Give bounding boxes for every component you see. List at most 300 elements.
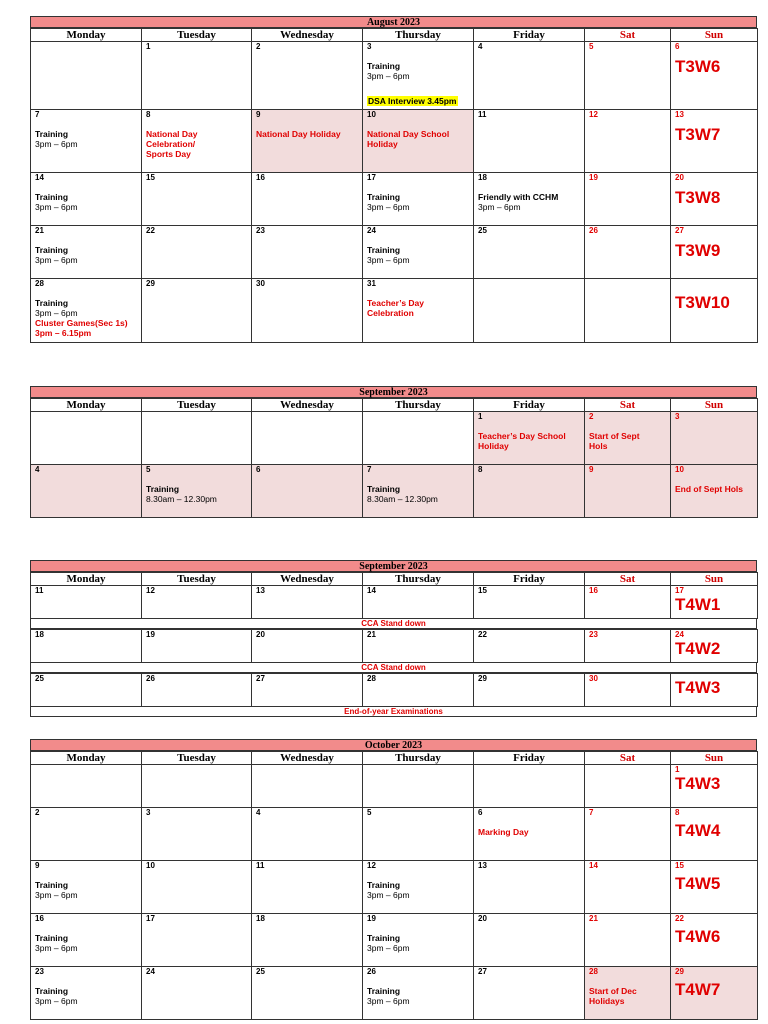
day-number: 2 [256, 42, 261, 51]
day-number: 28 [589, 967, 598, 976]
day-cell [474, 586, 585, 619]
day-cell [142, 967, 252, 1020]
day-number: 11 [256, 861, 265, 870]
day-number: 6 [675, 42, 680, 51]
day-cell [474, 861, 585, 914]
day-cell [252, 279, 363, 343]
weekday-label: Tuesday [142, 29, 252, 42]
day-cell [363, 586, 474, 619]
day-cell [142, 808, 252, 861]
event-time: 8.30am – 12.30pm [367, 494, 438, 504]
event-title: Training [367, 192, 401, 202]
day-number: 8 [478, 465, 483, 474]
day-cell [31, 412, 142, 465]
day-cell [474, 110, 585, 173]
event-title: Training [35, 880, 69, 890]
day-number: 6 [256, 465, 261, 474]
week-row [31, 808, 758, 861]
day-number: 21 [589, 914, 598, 923]
weekday-header [31, 573, 758, 586]
day-cell [363, 674, 474, 707]
day-cell [31, 967, 142, 1020]
day-cell [363, 226, 474, 279]
calendar-august-2023 [30, 16, 757, 343]
weekday-label: Friday [474, 752, 585, 765]
day-cell [31, 674, 142, 707]
term-week-label: T3W8 [675, 188, 721, 207]
week-row [31, 674, 758, 707]
weekday-label: Tuesday [142, 752, 252, 765]
event-title: Celebration [367, 308, 414, 318]
day-cell [474, 630, 585, 663]
day-cell [474, 173, 585, 226]
event-title: End of Sept Hols [675, 484, 743, 494]
day-cell [585, 42, 671, 110]
weekday-label: Friday [474, 399, 585, 412]
day-number: 14 [35, 173, 44, 182]
day-cell [474, 808, 585, 861]
day-number: 29 [478, 674, 487, 683]
event-time: 3pm – 6pm [35, 308, 78, 318]
day-number: 7 [367, 465, 372, 474]
day-cell [671, 861, 758, 914]
day-cell [142, 110, 252, 173]
term-week-label: T4W6 [675, 927, 721, 946]
day-number: 10 [146, 861, 155, 870]
day-number: 28 [367, 674, 376, 683]
day-cell [363, 914, 474, 967]
day-cell [363, 173, 474, 226]
weekday-label: Wednesday [252, 573, 363, 586]
day-number: 15 [478, 586, 487, 595]
day-number: 12 [589, 110, 598, 119]
month-grid [30, 28, 758, 343]
week-row [31, 412, 758, 465]
term-week-label: T3W9 [675, 241, 721, 260]
week-row [31, 226, 758, 279]
day-cell [671, 765, 758, 808]
event-title: Training [367, 484, 401, 494]
weekday-label: Sun [671, 399, 758, 412]
term-week-label: T3W6 [675, 57, 721, 76]
day-number: 26 [146, 674, 155, 683]
event-time: 3pm – 6pm [367, 943, 410, 953]
event-title: Training [146, 484, 180, 494]
day-cell [31, 226, 142, 279]
day-cell [252, 42, 363, 110]
event-title: Training [367, 245, 401, 255]
term-week-label: T4W3 [675, 774, 721, 793]
day-cell [474, 765, 585, 808]
month-title: August 2023 [30, 16, 757, 28]
day-cell [671, 465, 758, 518]
day-number: 25 [478, 226, 487, 235]
day-number: 5 [367, 808, 372, 817]
calendar-september-2023-term4 [30, 560, 757, 717]
day-cell [142, 586, 252, 619]
day-number: 27 [256, 674, 265, 683]
day-cell [142, 279, 252, 343]
month-grid [30, 751, 758, 1020]
week-banner: CCA Stand down [30, 663, 757, 673]
day-cell [252, 674, 363, 707]
event-title: Training [35, 192, 69, 202]
day-number: 28 [35, 279, 44, 288]
day-cell [671, 279, 758, 343]
day-cell [671, 630, 758, 663]
week-row [31, 110, 758, 173]
week-row [31, 279, 758, 343]
day-number: 30 [256, 279, 265, 288]
day-cell [474, 42, 585, 110]
day-cell [671, 914, 758, 967]
day-number: 8 [146, 110, 151, 119]
day-cell [585, 765, 671, 808]
day-number: 19 [589, 173, 598, 182]
day-number: 24 [675, 630, 684, 639]
day-cell [585, 914, 671, 967]
term-week-label: T4W2 [675, 639, 721, 658]
event-title: Teacher’s Day School [478, 431, 566, 441]
day-cell [585, 465, 671, 518]
day-number: 20 [256, 630, 265, 639]
event-title: Holiday [367, 139, 398, 149]
weekday-header [31, 29, 758, 42]
event-time: 3pm – 6pm [367, 255, 410, 265]
day-number: 21 [35, 226, 44, 235]
event-time: 3pm – 6pm [35, 943, 78, 953]
day-cell [252, 967, 363, 1020]
month-title: October 2023 [30, 739, 757, 751]
day-number: 21 [367, 630, 376, 639]
calendar-september-2023-holidays [30, 386, 757, 518]
day-cell [31, 173, 142, 226]
weekday-label: Sat [585, 752, 671, 765]
event-title: Friendly with CCHM [478, 192, 559, 202]
day-number: 24 [367, 226, 376, 235]
day-number: 14 [589, 861, 598, 870]
day-number: 12 [367, 861, 376, 870]
day-cell [671, 226, 758, 279]
day-number: 3 [367, 42, 372, 51]
day-number: 9 [256, 110, 261, 119]
day-cell [31, 586, 142, 619]
day-number: 16 [256, 173, 265, 182]
month-grid [30, 572, 758, 619]
day-cell [671, 110, 758, 173]
day-cell [252, 173, 363, 226]
day-number: 9 [35, 861, 40, 870]
event-time: 3pm – 6pm [367, 202, 410, 212]
day-cell [252, 110, 363, 173]
week-banner: CCA Stand down [30, 619, 757, 629]
day-number: 20 [478, 914, 487, 923]
day-cell [671, 412, 758, 465]
weekday-label: Thursday [363, 573, 474, 586]
day-number: 29 [675, 967, 684, 976]
day-cell [585, 279, 671, 343]
day-number: 19 [367, 914, 376, 923]
day-number: 4 [478, 42, 483, 51]
week-row [31, 765, 758, 808]
day-number: 23 [256, 226, 265, 235]
weekday-label: Thursday [363, 399, 474, 412]
day-cell [31, 808, 142, 861]
day-cell [252, 808, 363, 861]
day-cell [31, 765, 142, 808]
day-number: 27 [478, 967, 487, 976]
day-cell [31, 110, 142, 173]
week-row [31, 42, 758, 110]
event-time: 3pm – 6pm [478, 202, 521, 212]
day-cell [474, 412, 585, 465]
day-number: 15 [675, 861, 684, 870]
event-title: Training [35, 245, 69, 255]
day-number: 3 [675, 412, 680, 421]
day-number: 5 [589, 42, 594, 51]
day-number: 10 [675, 465, 684, 474]
event-title: Training [367, 986, 401, 996]
day-cell [671, 173, 758, 226]
day-cell [31, 465, 142, 518]
day-cell [142, 226, 252, 279]
event-title: Cluster Games(Sec 1s) [35, 318, 128, 328]
day-cell [363, 42, 474, 110]
day-cell [474, 465, 585, 518]
event-title: Teacher’s Day [367, 298, 425, 308]
event-title: Holiday [478, 441, 509, 451]
week-row [31, 630, 758, 663]
event-title: Training [35, 933, 69, 943]
day-number: 7 [35, 110, 40, 119]
event-title: Celebration/ [146, 139, 196, 149]
day-number: 4 [35, 465, 40, 474]
day-number: 6 [478, 808, 483, 817]
weekday-label: Wednesday [252, 29, 363, 42]
day-cell [585, 586, 671, 619]
day-number: 17 [367, 173, 376, 182]
weekday-label: Sat [585, 399, 671, 412]
day-number: 27 [675, 226, 684, 235]
day-number: 14 [367, 586, 376, 595]
day-number: 15 [146, 173, 155, 182]
day-number: 22 [478, 630, 487, 639]
day-cell [671, 967, 758, 1020]
month-grid [30, 398, 758, 518]
day-number: 13 [478, 861, 487, 870]
event-title: Holidays [589, 996, 625, 1006]
weekday-label: Sun [671, 573, 758, 586]
day-number: 31 [367, 279, 376, 288]
weekday-label: Sun [671, 752, 758, 765]
weekday-header [31, 752, 758, 765]
weekday-label: Friday [474, 573, 585, 586]
day-cell [585, 967, 671, 1020]
day-cell [142, 765, 252, 808]
day-number: 17 [146, 914, 155, 923]
day-cell [363, 465, 474, 518]
day-number: 23 [35, 967, 44, 976]
week-row [31, 861, 758, 914]
day-cell [585, 808, 671, 861]
term-week-label: T4W4 [675, 821, 721, 840]
day-cell [474, 967, 585, 1020]
event-title: Training [35, 298, 69, 308]
weekday-label: Wednesday [252, 752, 363, 765]
weekday-label: Monday [31, 573, 142, 586]
term-week-label: T4W5 [675, 874, 721, 893]
event-time: 3pm – 6pm [35, 202, 78, 212]
day-cell [363, 861, 474, 914]
day-number: 9 [589, 465, 594, 474]
event-time: 3pm – 6pm [35, 890, 78, 900]
day-number: 11 [478, 110, 487, 119]
day-cell [363, 630, 474, 663]
weekday-label: Tuesday [142, 573, 252, 586]
day-cell [363, 967, 474, 1020]
event-title: Sports Day [146, 149, 191, 159]
event-title: National Day [146, 129, 198, 139]
weekday-label: Sat [585, 573, 671, 586]
event-title: National Day Holiday [256, 129, 341, 139]
week-row [31, 914, 758, 967]
day-number: 22 [146, 226, 155, 235]
day-number: 16 [35, 914, 44, 923]
day-cell [142, 173, 252, 226]
day-cell [474, 914, 585, 967]
day-number: 29 [146, 279, 155, 288]
day-number: 22 [675, 914, 684, 923]
day-cell [671, 808, 758, 861]
day-cell [363, 808, 474, 861]
day-cell [252, 914, 363, 967]
day-cell [252, 465, 363, 518]
day-cell [363, 110, 474, 173]
day-number: 18 [256, 914, 265, 923]
day-cell [252, 861, 363, 914]
day-cell [31, 914, 142, 967]
day-number: 30 [589, 674, 598, 683]
month-grid [30, 629, 758, 663]
day-number: 13 [675, 110, 684, 119]
day-cell [671, 674, 758, 707]
day-cell [142, 42, 252, 110]
term-week-label: T4W7 [675, 980, 721, 999]
event-title: Marking Day [478, 827, 529, 837]
day-cell [585, 674, 671, 707]
day-number: 12 [146, 586, 155, 595]
weekday-label: Sat [585, 29, 671, 42]
day-cell [585, 110, 671, 173]
day-number: 8 [675, 808, 680, 817]
event-title: Hols [589, 441, 608, 451]
day-number: 25 [256, 967, 265, 976]
month-title: September 2023 [30, 560, 757, 572]
event-title: Training [35, 129, 69, 139]
highlighted-event: DSA Interview 3.45pm [368, 96, 457, 106]
day-cell [31, 630, 142, 663]
weekday-label: Monday [31, 29, 142, 42]
day-cell [142, 914, 252, 967]
event-title: Training [367, 61, 401, 71]
weekday-label: Tuesday [142, 399, 252, 412]
day-number: 18 [478, 173, 487, 182]
term-week-label: T4W3 [675, 678, 721, 697]
term-week-label: T3W10 [675, 293, 730, 312]
day-cell [671, 586, 758, 619]
day-number: 17 [675, 586, 684, 595]
week-row [31, 173, 758, 226]
day-cell [142, 630, 252, 663]
day-cell [31, 279, 142, 343]
day-cell [142, 465, 252, 518]
day-cell [363, 412, 474, 465]
event-time: 3pm – 6.15pm [35, 328, 92, 338]
day-cell [474, 279, 585, 343]
weekday-label: Thursday [363, 752, 474, 765]
day-number: 1 [146, 42, 151, 51]
day-number: 26 [367, 967, 376, 976]
term-week-label: T4W1 [675, 595, 721, 614]
weekday-label: Thursday [363, 29, 474, 42]
day-cell [671, 42, 758, 110]
day-cell [585, 861, 671, 914]
day-cell [142, 674, 252, 707]
week-row [31, 465, 758, 518]
day-number: 1 [675, 765, 680, 774]
event-time: 3pm – 6pm [367, 71, 410, 81]
day-number: 7 [589, 808, 594, 817]
day-cell [142, 861, 252, 914]
event-time: 8.30am – 12.30pm [146, 494, 217, 504]
day-cell [474, 674, 585, 707]
day-cell [252, 586, 363, 619]
week-row [31, 586, 758, 619]
event-title: Training [35, 986, 69, 996]
day-number: 25 [35, 674, 44, 683]
day-number: 16 [589, 586, 598, 595]
weekday-label: Monday [31, 399, 142, 412]
day-number: 2 [35, 808, 40, 817]
day-number: 24 [146, 967, 155, 976]
day-number: 18 [35, 630, 44, 639]
day-cell [252, 412, 363, 465]
term-week-label: T3W7 [675, 125, 721, 144]
event-title: Training [367, 880, 401, 890]
day-number: 1 [478, 412, 483, 421]
day-cell [252, 765, 363, 808]
day-number: 10 [367, 110, 376, 119]
day-number: 3 [146, 808, 151, 817]
week-row [31, 967, 758, 1020]
day-cell [363, 765, 474, 808]
day-cell [252, 630, 363, 663]
event-title: Start of Sept [589, 431, 640, 441]
weekday-label: Monday [31, 752, 142, 765]
weekday-header [31, 399, 758, 412]
month-title: September 2023 [30, 386, 757, 398]
week-banner: End-of-year Examinations [30, 707, 757, 717]
day-number: 2 [589, 412, 594, 421]
day-cell [585, 173, 671, 226]
event-title: National Day School [367, 129, 450, 139]
event-time: 3pm – 6pm [35, 255, 78, 265]
weekday-label: Wednesday [252, 399, 363, 412]
day-cell [474, 226, 585, 279]
day-number: 23 [589, 630, 598, 639]
day-cell [252, 226, 363, 279]
day-number: 26 [589, 226, 598, 235]
